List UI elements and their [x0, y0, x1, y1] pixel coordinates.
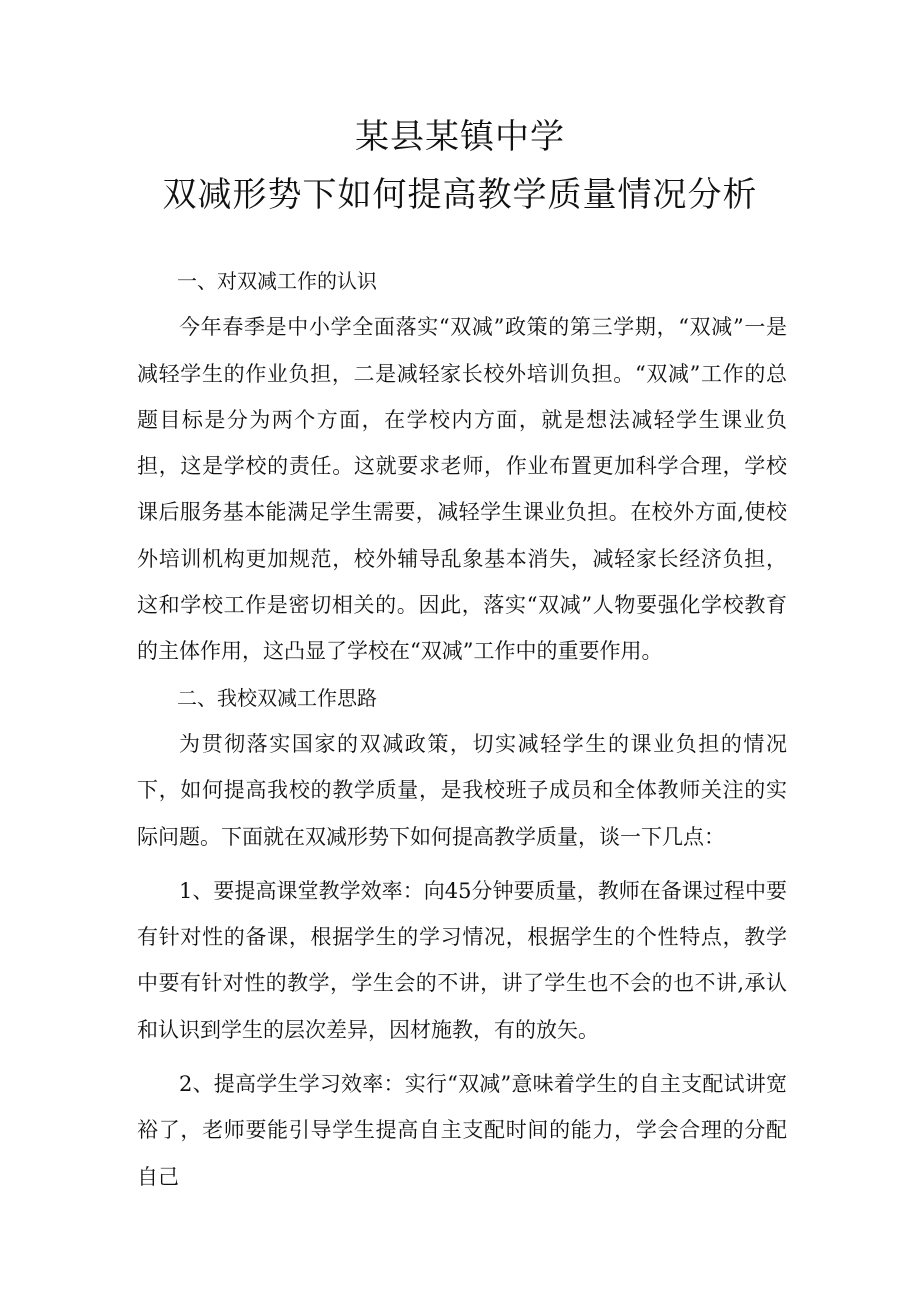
section2-paragraph-2: 1、要提高课堂教学效率：向45分钟要质量，教师在备课过程中要有针对性的备课，根据学生的学习情况，根据学生的个性特点，教学中要有针对性的教学，学生会的不讲，讲了学生也不会的也不讲,承认和认识到学生的层次差异，因材施教，有的放矢。: [137, 878, 787, 1042]
title-subject: 双减形势下如何提高教学质量情况分析: [162, 175, 758, 215]
document-title: [0, 108, 920, 224]
section1-paragraph-1: 今年春季是中小学全面落实“双减”政策的第三学期，“双减”一是减轻学生的作业负担，二是减轻家长校外培训负担。“双减”工作的总题目标是分为两个方面，在学校内方面，就是想法减轻学生课业负担，这是学校的责任。这就要求老师，作业布置更加科学合理，学校课后服务基本能满足学生需要，减轻学生课业负担。在校外方面,使校外培训机构更加规范，校外辅导乱象基本消失，减轻家长经济负担，这和学校工作是密切相关的。因此，落实“双减”人物要强化学校教育的主体作用，这凸显了学校在“双减”工作中的重要作用。: [137, 315, 787, 664]
section-heading-2: 二、我校双减工作思路: [177, 685, 377, 710]
document-body: [137, 258, 787, 1200]
section2-paragraph-3: 2、提高学生学习效率：实行“双减”意味着学生的自主支配试讲宽裕了，老师要能引导学生提高自主支配时间的能力，学会合理的分配自己: [137, 1072, 787, 1189]
title-school-name: 某县某镇中学: [355, 117, 565, 157]
section-heading-1: 一、对双减工作的认识: [177, 269, 377, 293]
section2-paragraph-1: 为贯彻落实国家的双减政策，切实减轻学生的课业负担的情况下，如何提高我校的教学质量，是我校班子成员和全体教师关注的实际问题。下面就在双减形势下如何提高教学质量，谈一下几点：: [137, 731, 787, 849]
